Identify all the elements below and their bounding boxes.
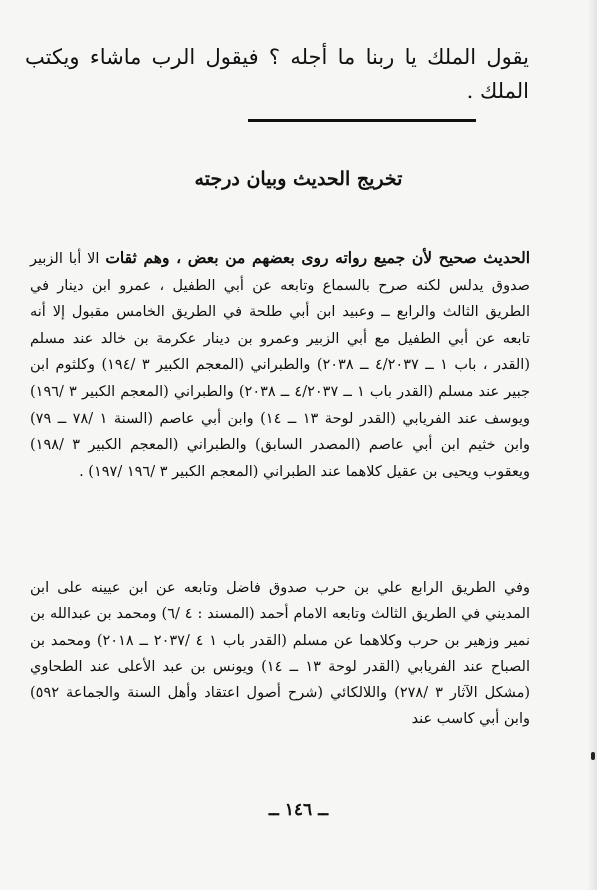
scan-speck [591,752,595,760]
page-number: ــ ١٤٦ ــ [268,800,329,820]
paragraph-2: وفي الطريق الرابع علي بن حرب صدوق فاضل وتابعه عن ابن عيينه على ابن المديني في الطريق الثالث وتابعه الامام أحمد (المسند : ٤ /٦) ومحمد بن عبدالله بن نمير وزهير بن حرب وكلاهما عن مسلم (القدر باب ١ ٤ /٢٠٣٧ ــ ٢٠١٨) ومحمد بن الصباح عند الفريابي (القدر لوحة ١٣ ــ ١٤) ويونس بن عبد الأعلى عند الطحاوي (مشكل الآثار ٣ /٢٧٨) واللالكائي (شرح أصول اعتقاد وأهل السنة والجماعة ٥٩٢) وابن أبي كاسب عند [30,580,530,728]
paragraph-1-body: الا أبا الزبير صدوق يدلس لكنه صرح بالسماع وتابعه عن أبي الطفيل ، عمرو ابن دينار في الطريق الثالث والرابع ــ وعبيد ابن أبي طلحة في الطريق الخامس مقبول إلا أنه تابعه عن أبي الطفيل مع أبي الزبير وعمرو بن دينار عكرمة بن خالد عند مسلم (القدر ، باب ١ ــ ٤/٢٠٣٧ ــ ٢٠٣٨) والطبراني (المعجم الكبير ٣ /١٩٤) وكلثوم ابن جبير عند مسلم (القدر باب ١ ــ ٤/٢٠٣٧ ــ ٢٠٣٨) والطبراني (المعجم الكبير ٣ /١٩٦) ويوسف عند الفريابي (القدر لوحة ١٣ ــ ١٤) وابن أبي عاصم (السنة ١ /٧٨ ــ ٧٩) وابن خثيم ابن أبي عاصم (المصدر السابق) والطبراني (المعجم الكبير ٣ /١٩٨) ويعقوب ويحيى بن عقيل كلاهما عند الطبراني (المعجم الكبير ٣ /١٩٦ /١٩٧) . [30,251,531,480]
paragraph-1-lead: الحديث صحيح لأن جميع رواته روى بعضهم من بعض ، وهم ثقات [105,248,530,267]
intro-text: يقول الملك يا ربنا ما أجله ؟ فيقول الرب ماشاء ويكتب الملك . [25,45,529,103]
paragraph-1 [30,245,530,485]
section-heading: تخريج الحديث وبيان درجته [194,168,403,190]
horizontal-rule [248,119,476,122]
